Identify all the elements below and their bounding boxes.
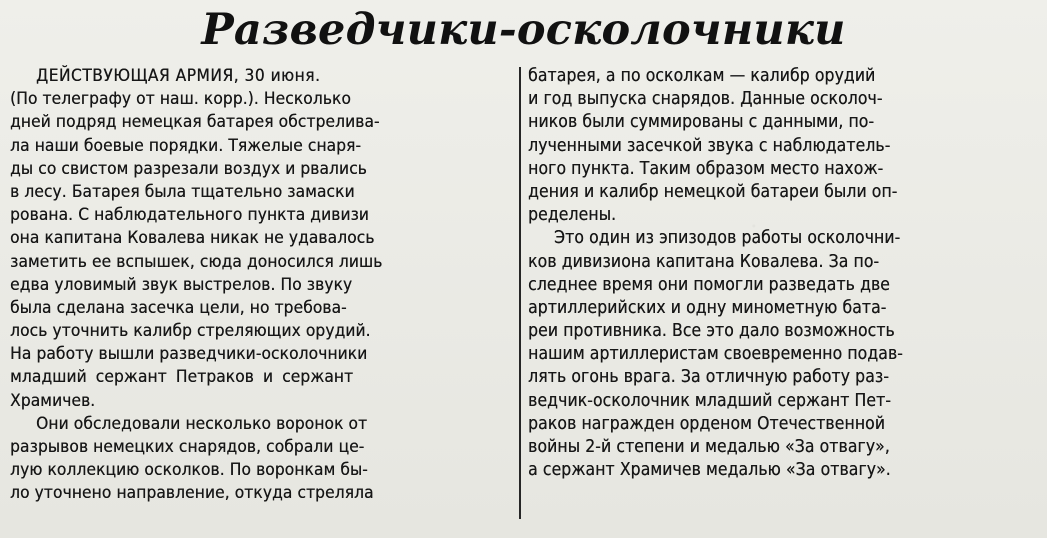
article-line: а сержант Храмичев медалью «За отвагу».	[528, 460, 891, 481]
article-line: лученными засечкой звука с наблюдатель-	[528, 135, 891, 156]
article-line: следнее время они помогли разведать две	[528, 274, 890, 295]
article-line: ла наши боевые порядки. Тяжелые снаря-	[10, 135, 362, 156]
article-line: в лесу. Батарея была тщательно замаски	[10, 181, 355, 202]
article-line: реи противника. Все это дало возможность	[528, 321, 895, 342]
article-line: раков награжден орденом Отечественной	[528, 413, 885, 434]
article-line: лую коллекцию осколков. По воронкам бы-	[10, 460, 368, 481]
article-line: ределены.	[528, 205, 617, 226]
article-line: На работу вышли разведчики-осколочники	[10, 344, 368, 365]
article-line: батарея, а по осколкам — калибр орудий	[528, 66, 876, 86]
article-headline: Разведчики-осколочники	[201, 5, 846, 55]
article-line: рована. С наблюдательного пункта дивизи	[10, 205, 369, 226]
article-line: ды со свистом разрезали воздух и рвались	[10, 158, 367, 179]
article-line: она капитана Ковалева никак не удавалось	[10, 228, 375, 249]
article-line: ков дивизиона капитана Ковалева. За по-	[528, 251, 880, 272]
article-line: разрывов немецких снарядов, собрали це-	[10, 437, 365, 457]
article-line: едва уловимый звук выстрелов. По звуку	[10, 274, 353, 295]
article-line: ников были суммированы с данными, по-	[528, 112, 875, 133]
column-divider	[519, 67, 521, 519]
article-line: и год выпуска снарядов. Данные осколоч-	[528, 89, 883, 110]
article-line: лять огонь врага. За отличную работу раз-	[528, 367, 889, 388]
article-line: нашим артиллеристам своевременно подав-	[528, 344, 903, 365]
article-line-dateline: ДЕЙСТВУЮЩАЯ АРМИЯ, 30 июня.	[36, 66, 321, 86]
article-line: артиллерийских и одну минометную бата-	[528, 297, 887, 318]
article-line: была сделана засечка цели, но требова-	[10, 297, 347, 318]
article-line: лось уточнить калибр стреляющих орудий.	[10, 321, 371, 342]
article-line: (По телеграфу от наш. корр.). Несколько	[10, 89, 351, 110]
article-line: войны 2-й степени и медалью «За отвагу»,	[528, 437, 890, 457]
article-paragraph-start: Они обследовали несколько воронок от	[36, 413, 368, 434]
article-paragraph-start: Это один из эпизодов работы осколочни-	[554, 228, 901, 249]
article-line: ведчик-осколочник младший сержант Пет-	[528, 390, 891, 411]
article-left-column	[10, 65, 507, 531]
article-line: Храмичев.	[10, 390, 96, 411]
article-line: ного пункта. Таким образом место нахож-	[528, 158, 884, 179]
article-line: дения и калибр немецкой батареи были оп-	[528, 181, 898, 202]
article-line: дней подряд немецкая батарея обстрелива-	[10, 112, 380, 133]
article-line: младший сержант Петраков и сержант	[10, 367, 354, 388]
article-line: ло уточнено направление, откуда стреляла	[10, 483, 374, 504]
article-line: заметить ее вспышек, сюда доносился лишь	[10, 251, 383, 272]
article-right-column	[528, 65, 1036, 531]
